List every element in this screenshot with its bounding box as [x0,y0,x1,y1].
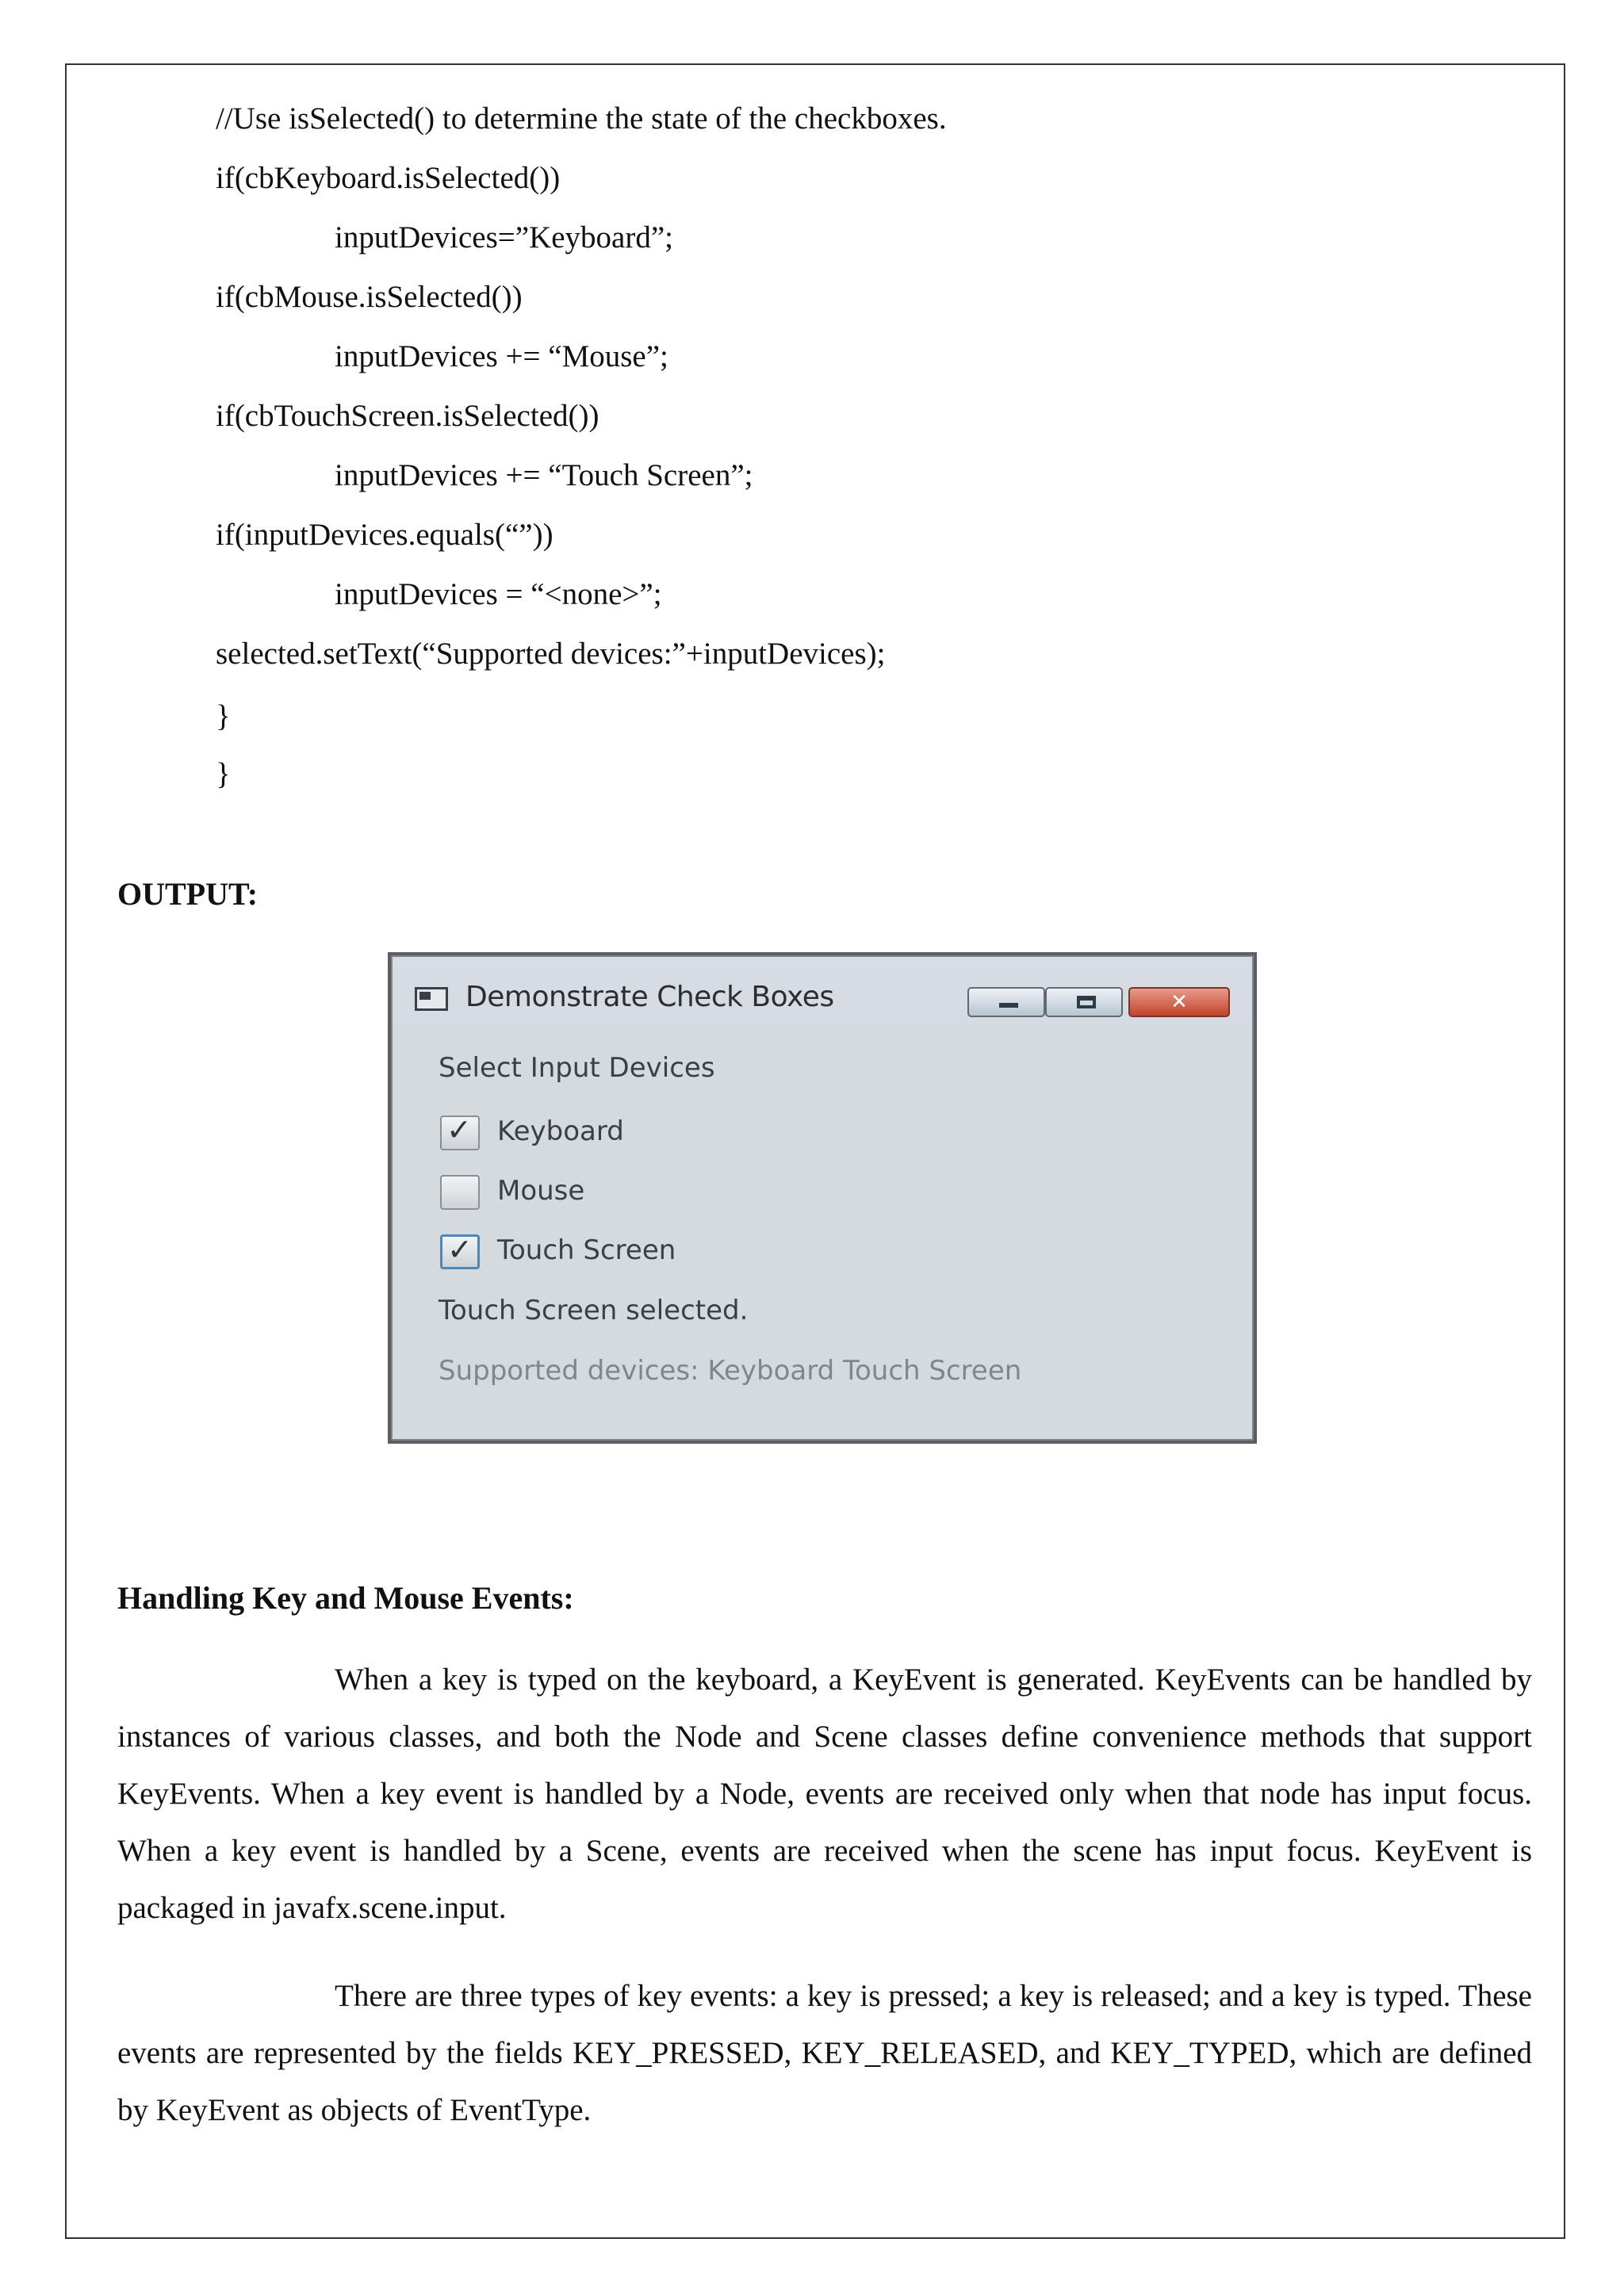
keyboard-checkbox[interactable] [440,1112,480,1150]
code-line: } [216,757,231,791]
code-line: if(inputDevices.equals(“”)) [216,518,553,552]
minimize-icon [999,1003,1018,1008]
code-line: if(cbMouse.isSelected()) [216,280,523,314]
supported-devices-text: Supported devices: Keyboard Touch Screen [439,1355,1022,1387]
code-line: //Use isSelected() to determine the state of the checkboxes. [216,101,947,136]
maximize-icon [1077,996,1096,1008]
minimize-button[interactable] [967,987,1045,1017]
close-icon: ✕ [1170,990,1188,1014]
mouse-label[interactable]: Mouse [497,1175,585,1207]
code-line: if(cbKeyboard.isSelected()) [216,161,561,195]
output-screenshot [388,952,1257,1444]
code-line: selected.setText(“Supported devices:”+inputDevices); [216,637,886,671]
code-line: inputDevices = “<none>”; [335,577,662,611]
paragraph-text: There are three types of key events: a key is pressed; a key is released; and a key is typed. These events are represented by the fields KEY_PRESSED, KEY_RELEASED, and KEY_TYPED, which are defined by KeyEvent as objects of EventType. [117,1979,1532,2127]
maximize-button[interactable] [1045,987,1123,1017]
selected-status-text: Touch Screen selected. [439,1295,749,1326]
paragraph [117,1968,1532,2139]
section-heading: Handling Key and Mouse Events: [117,1580,574,1616]
mouse-checkbox[interactable] [440,1175,480,1210]
check-icon: ✓ [446,1112,472,1147]
touch-screen-checkbox[interactable] [440,1234,480,1269]
code-line: inputDevices=”Keyboard”; [335,220,674,254]
close-button[interactable] [1128,987,1230,1017]
output-heading: OUTPUT: [117,876,259,912]
title-bar [393,957,1252,1028]
prompt-label: Select Input Devices [439,1052,715,1084]
check-icon: ✓ [447,1232,473,1267]
paragraph-text: When a key is typed on the keyboard, a KeyEvent is generated. KeyEvents can be handled by instances of various classes, and both the Node and Scene classes define convenience methods that support KeyEvents. When a key event is handled by a Node, events are received only when that node has input focus. When a key event is handled by a Scene, events are received when the scene has input focus. KeyEvent is packaged in javafx.scene.input. [117,1663,1532,1925]
window-content [393,1028,1252,1439]
code-line: } [216,699,231,733]
code-line: inputDevices += “Touch Screen”; [335,458,753,492]
paragraph [117,1651,1532,1937]
code-line: inputDevices += “Mouse”; [335,339,668,373]
window-icon [415,987,448,1011]
app-window [391,955,1254,1441]
keyboard-label[interactable]: Keyboard [497,1115,624,1147]
code-line: if(cbTouchScreen.isSelected()) [216,399,599,433]
touch-screen-label[interactable]: Touch Screen [497,1234,676,1266]
window-title: Demonstrate Check Boxes [465,981,834,1013]
